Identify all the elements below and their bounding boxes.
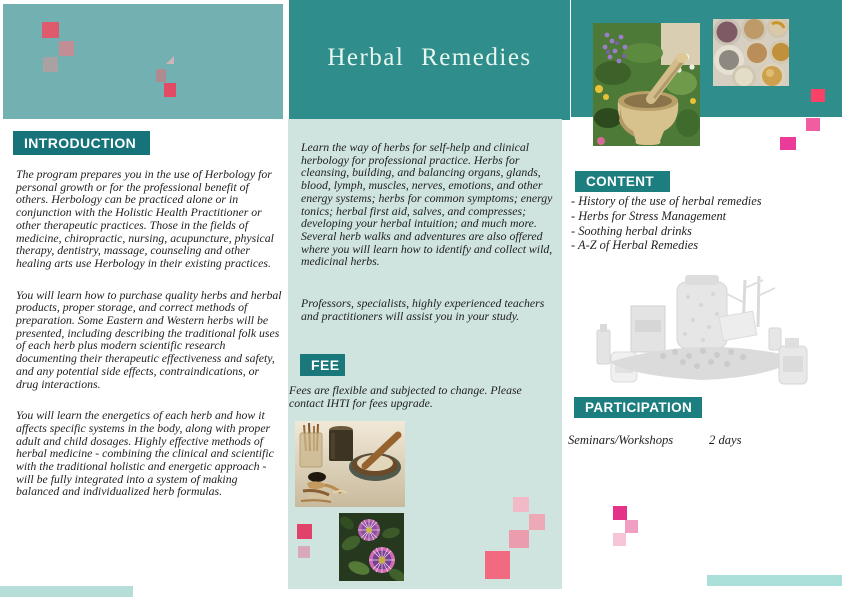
decor-square: [156, 69, 166, 82]
garden-mortar-photo: [593, 23, 700, 146]
fee-text: Fees are flexible and subjected to change. Please contact IHTI for fees upgrade.: [289, 383, 522, 410]
herb-preparation-photo: [295, 421, 405, 507]
content-item: - Herbs for Stress Management: [571, 208, 727, 223]
content-list: [571, 194, 833, 253]
introduction-header: INTRODUCTION: [13, 131, 150, 155]
decor-square: [297, 524, 312, 539]
decor-square: [529, 514, 545, 530]
decor-square: [806, 118, 820, 131]
bottom-right-teal-bar: [707, 575, 842, 586]
decor-square: [485, 551, 510, 579]
participation-type: Seminars/Workshops: [568, 433, 674, 447]
decor-square: [780, 137, 796, 150]
bottom-left-teal-bar: [0, 586, 133, 597]
fee-header: FEE: [300, 354, 345, 376]
decor-square: [613, 533, 626, 546]
intro-paragraph-3: You will learn the energetics of each herb and how it affects specific systems in the body, along with proper adult and child dosages. Highly effective methods of herbal medicine - combining the clinical and scientific with the traditional holistic and energetic approach - will be fully integrated into a system of making balanced and individualized herb formulas.: [16, 408, 274, 499]
decor-square: [298, 546, 310, 558]
decor-square: [43, 57, 58, 72]
introduction-text: [16, 168, 282, 517]
decor-square: [613, 506, 627, 520]
content-item: - Soothing herbal drinks: [571, 223, 692, 238]
course-description-text: Learn the way of herbs for self-help and clinical herbology for professional practice. Herbs for cleansing, building, and balancing organs, glands, blood, lymph, muscles, nerves, emotions, and other energy systems; herbs for common symptoms; energy tonics; herbal first aid, salves, and compresses; developing your herbal intuition; and much more. Several herb walks and adventures are also offered where you will learn how to identify and collect wild, medicinal herbs.: [301, 140, 553, 269]
decor-square: [509, 530, 529, 548]
decor-square: [59, 41, 74, 56]
page-title: Herbal Remedies: [327, 44, 532, 71]
faculty-text: Professors, specialists, highly experienced teachers and practitioners will assist you in your study.: [301, 296, 545, 323]
participation-duration: 2 days: [709, 433, 742, 447]
intro-paragraph-1: The program prepares you in the use of Herbology for personal growth or for the professional benefit of others. Herbology can be practiced alone or in conjunction with the Holistic Health Practitioner or other therapeutic practices. Those in the fields of medicine, chiropractic, nursing, acupuncture, physical therapy, dentistry, massage, counseling and other healing arts use Herbology in their existing practices.: [16, 167, 274, 270]
decor-square: [625, 520, 638, 533]
decor-square: [164, 83, 176, 97]
content-item: - A-Z of Herbal Remedies: [571, 238, 699, 253]
herbs-watermark-image: [593, 272, 815, 394]
content-item: - History of the use of herbal remedies: [571, 194, 762, 208]
passionflower-photo: [339, 513, 404, 581]
decor-square: [513, 497, 529, 512]
intro-paragraph-2: You will learn how to purchase quality herbs and herbal products, proper storage, and correct methods of preparation. Some Eastern and Western herbs will be presented, including describing the traditional folk uses of each herb plus modern scientific research documenting their therapeutic effectiveness and safety, and any potential side effects, contraindications, or drug interactions.: [16, 287, 282, 391]
decor-square: [811, 89, 825, 102]
decor-square: [42, 22, 59, 38]
powder-bowls-photo: [713, 19, 789, 86]
content-header: CONTENT: [575, 171, 670, 192]
participation-header: PARTICIPATION: [574, 397, 702, 418]
